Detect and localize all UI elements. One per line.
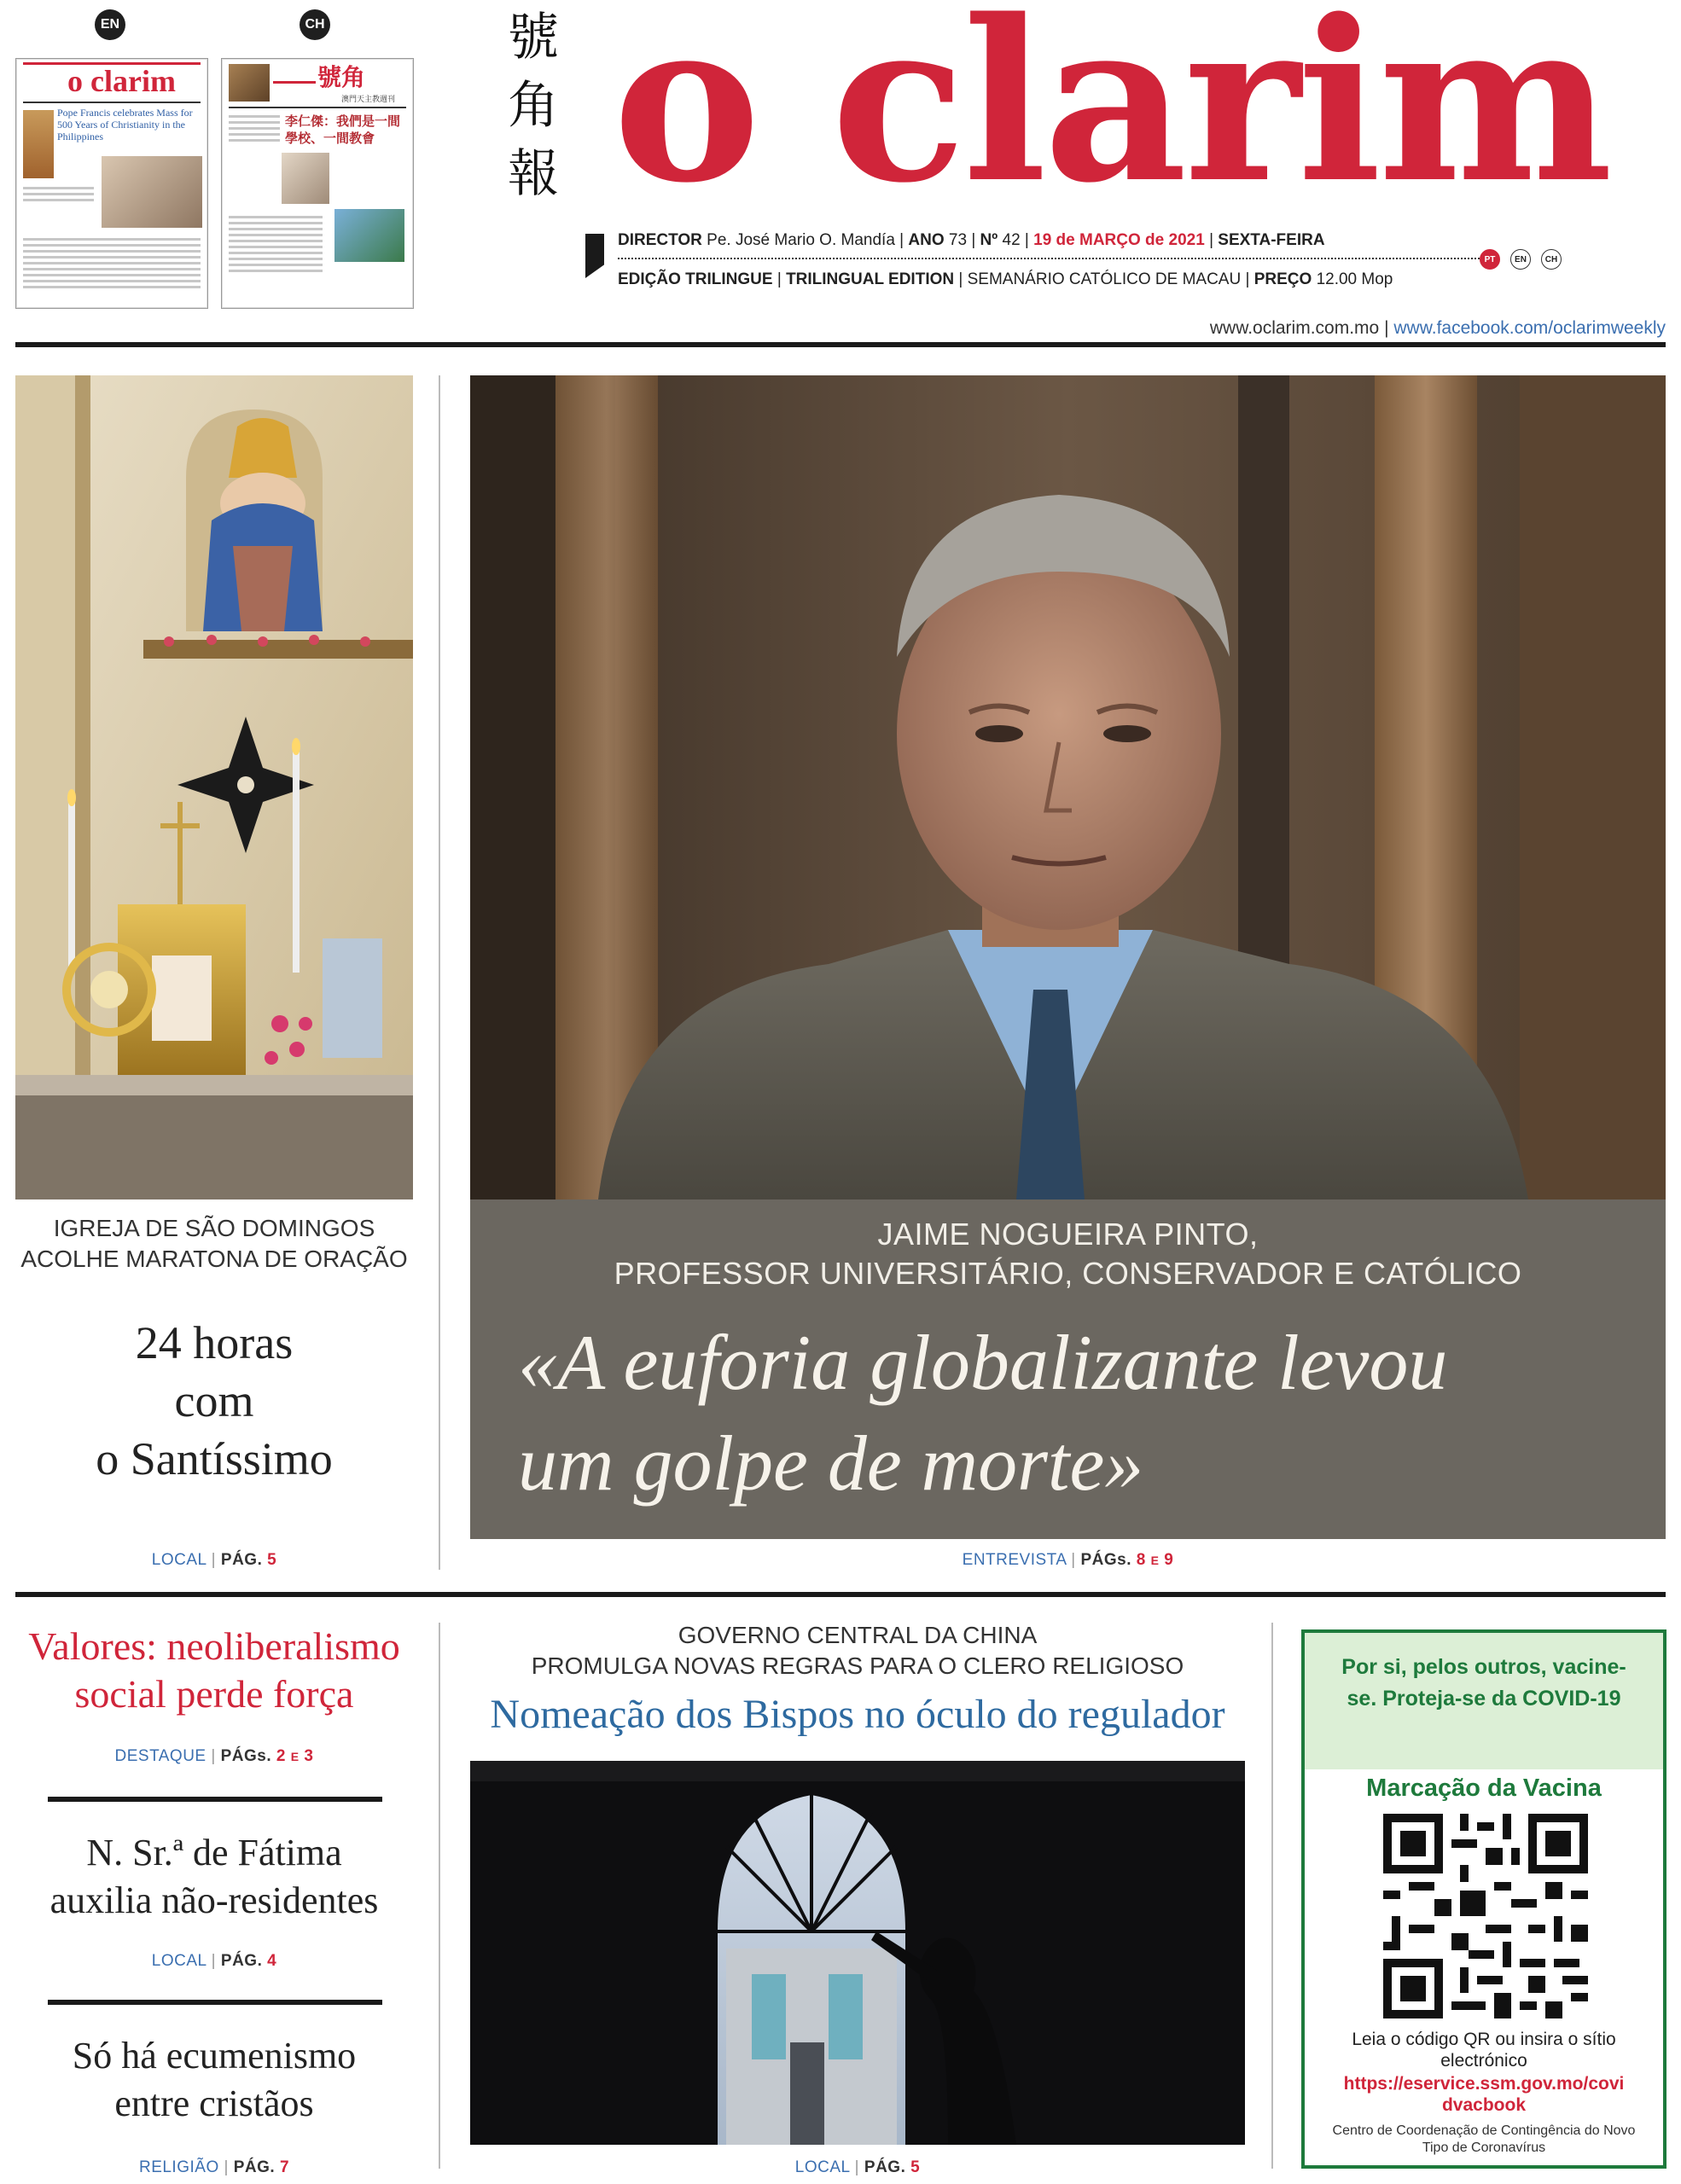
sep: | (958, 270, 963, 288)
director-name: Pe. José Mario O. Mandía (707, 231, 895, 249)
headline-line: social perde força (74, 1672, 354, 1716)
edition-en-thumbnail[interactable] (15, 58, 208, 309)
ecumenismo-section-tag[interactable] (15, 2158, 413, 2177)
divider-left-2 (48, 2000, 382, 2005)
edition-en-masthead: o clarim (67, 64, 176, 98)
sep: | (1245, 270, 1250, 288)
sep: | (1209, 231, 1213, 249)
page-number: 2 (276, 1747, 286, 1765)
ano-label: ANO (908, 231, 945, 249)
edition-ch-photo-2 (334, 209, 404, 262)
masthead-cjk-char-3: 報 (508, 144, 559, 204)
sep: | (224, 2158, 229, 2176)
china-church-photo[interactable] (470, 1761, 1245, 2145)
jaime-nogueira-pinto-portrait[interactable] (470, 375, 1666, 1199)
page-number: 7 (279, 2158, 290, 2176)
edition-ch-thumbnail[interactable] (221, 58, 414, 309)
sep: | (1384, 318, 1389, 338)
ad-footer: Centro de Coordenação de Contingência do Novo Tipo de Coronavírus (1332, 2123, 1636, 2155)
issue-weekday: SEXTA-FEIRA (1218, 231, 1325, 249)
sao-domingos-section-tag[interactable] (15, 1551, 413, 1570)
section-name: LOCAL (151, 1551, 206, 1569)
section-name: DESTAQUE (114, 1747, 206, 1765)
sep: | (211, 1551, 217, 1569)
main-story-quote-line-2: um golpe de morte» (518, 1420, 1144, 1507)
sep: | (854, 2158, 860, 2176)
ecumenismo-headline[interactable] (15, 2032, 413, 2128)
sao-domingos-altar-photo[interactable] (15, 375, 413, 1199)
valores-section-tag[interactable] (15, 1747, 413, 1766)
covid-vaccine-ad[interactable] (1301, 1629, 1666, 2169)
page-conjunction: E (290, 1750, 300, 1763)
headline-line: com (174, 1375, 254, 1426)
section-name: RELIGIÃO (138, 2158, 219, 2176)
page-number: 5 (267, 1551, 277, 1569)
page-number: 5 (910, 2158, 921, 2176)
fatima-headline[interactable] (15, 1829, 413, 1925)
director-label: DIRECTOR (618, 231, 702, 249)
column-divider-bottom-2 (1271, 1623, 1273, 2169)
china-headline[interactable]: Nomeação dos Bispos no óculo do regulador (490, 1692, 1225, 1737)
edition-pt: EDIÇÃO TRILINGUE (618, 270, 773, 288)
website-link[interactable]: www.oclarim.com.mo (1209, 318, 1380, 338)
ano-value: 73 (948, 231, 968, 249)
page-label: PÁG. (220, 1952, 263, 1970)
sep: | (1024, 231, 1029, 249)
page-label: PÁG. (864, 2158, 906, 2176)
edition-en-photo-left (23, 110, 54, 178)
masthead-info-line-1 (618, 231, 1325, 250)
edition-ch-headline: 李仁傑：我們是一間學校、一間教會 (285, 114, 401, 146)
masthead-info-line-2 (618, 270, 1393, 289)
main-story-section-tag[interactable] (470, 1551, 1666, 1570)
edition-ch-masthead: 號角 (317, 64, 366, 90)
edition-ch-badge[interactable]: CH (300, 9, 330, 40)
sep: | (211, 1747, 216, 1765)
ad-title: Marcação da Vacina (1366, 1774, 1602, 1802)
valores-headline[interactable] (15, 1623, 413, 1718)
page-label: PÁG. (220, 1551, 263, 1569)
preco-value: 12.00 Mop (1316, 270, 1393, 288)
sep: | (971, 231, 976, 249)
page-number: 3 (304, 1747, 314, 1765)
masthead-logo: o clarim (613, 0, 1610, 232)
sep: | (1071, 1551, 1076, 1569)
page-number: 8 (1136, 1551, 1146, 1569)
rule-top (15, 342, 1666, 347)
ad-slogan-box (1305, 1633, 1663, 1769)
ad-instructions: Leia o código QR ou insira o sítio electrónico (1352, 2030, 1616, 2071)
sep: | (777, 270, 782, 288)
headline-line: o Santíssimo (96, 1433, 333, 1484)
edition-en-headline: Pope Francis celebrates Mass for 500 Years of Christianity in the Philippines (57, 107, 193, 142)
divider-left-1 (48, 1797, 382, 1802)
lang-chip-en[interactable]: EN (1510, 249, 1531, 270)
main-story-kicker-line-2: PROFESSOR UNIVERSITÁRIO, CONSERVADOR E CATÓLICO (614, 1256, 1522, 1291)
section-name: ENTREVISTA (962, 1551, 1067, 1569)
web-links (1210, 318, 1666, 339)
china-kicker-line-1: GOVERNO CENTRAL DA CHINA (678, 1622, 1038, 1648)
qr-code[interactable] (1383, 1814, 1588, 2018)
masthead-cjk-char-1: 號 (508, 8, 559, 67)
ad-slogan: Por si, pelos outros, vacine-se. Proteja-se da COVID-19 (1341, 1655, 1626, 1711)
lang-chip-pt[interactable]: PT (1480, 249, 1500, 270)
main-story-caption-box[interactable] (470, 1199, 1666, 1539)
edition-ch-photo-1 (282, 153, 329, 204)
facebook-link[interactable]: www.facebook.com/oclarimweekly (1393, 318, 1666, 338)
headline-line: 24 horas (135, 1317, 294, 1368)
edition-ch-logo-photo (229, 64, 270, 102)
main-story-kicker-line-1: JAIME NOGUEIRA PINTO, (877, 1217, 1259, 1252)
page-conjunction: E (1150, 1554, 1160, 1567)
lang-chip-ch[interactable]: CH (1541, 249, 1562, 270)
fatima-section-tag[interactable] (15, 1952, 413, 1971)
column-divider-top (439, 375, 440, 1570)
page-label: PÁGs. (220, 1747, 272, 1765)
ad-url[interactable]: https://eservice.ssm.gov.mo/covidvacbook (1343, 2074, 1625, 2115)
page-number: 9 (1164, 1551, 1174, 1569)
sao-domingos-headline[interactable] (15, 1314, 413, 1488)
column-divider-bottom-1 (439, 1623, 440, 2169)
masthead-cjk-char-2: 角 (508, 76, 559, 136)
rule-middle (15, 1592, 1666, 1597)
edition-ch-subtitle: 澳門天主教週刊 (341, 95, 396, 103)
headline-line: N. Sr.ª de Fátima (86, 1832, 342, 1873)
issue-date: 19 de MARÇO de 2021 (1033, 231, 1205, 249)
page-label: PÁG. (233, 2158, 276, 2176)
page-label: PÁGs. (1080, 1551, 1132, 1569)
numero-label: Nº (980, 231, 998, 249)
section-name: LOCAL (794, 2158, 850, 2176)
headline-line: entre cristãos (114, 2082, 314, 2124)
page-number: 4 (267, 1952, 277, 1970)
masthead-dotted-rule (618, 258, 1480, 259)
semanario: SEMANÁRIO CATÓLICO DE MACAU (967, 270, 1242, 288)
edition-en: TRILINGUAL EDITION (786, 270, 955, 288)
main-story-quote-line-1: «A euforia globalizante levou (518, 1319, 1448, 1406)
china-section-tag[interactable] (470, 2158, 1245, 2177)
numero-value: 42 (1002, 231, 1021, 249)
masthead-marker (585, 234, 604, 278)
preco-label: PREÇO (1253, 270, 1312, 288)
headline-line: Valores: neoliberalismo (28, 1624, 400, 1668)
headline-line: auxilia não-residentes (49, 1879, 379, 1921)
china-kicker-line-2: PROMULGA NOVAS REGRAS PARA O CLERO RELIGIOSO (531, 1653, 1184, 1679)
sep: | (211, 1952, 217, 1970)
edition-en-badge[interactable]: EN (95, 9, 125, 40)
sep: | (899, 231, 904, 249)
headline-line: Só há ecumenismo (72, 2035, 357, 2077)
section-name: LOCAL (151, 1952, 206, 1970)
sao-domingos-kicker: IGREJA DE SÃO DOMINGOS ACOLHE MARATONA DE ORAÇÃO (20, 1215, 408, 1272)
